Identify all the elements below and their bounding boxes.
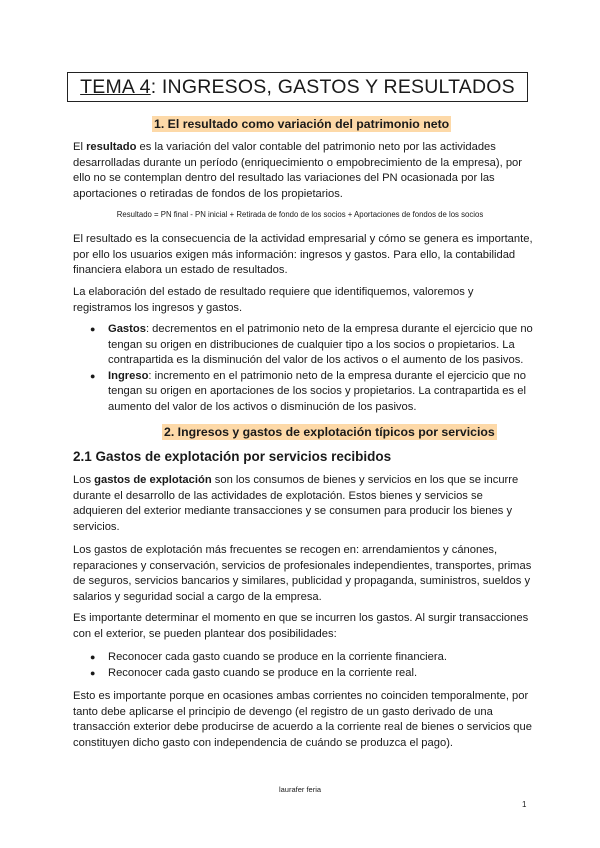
section1-paragraph-1: El resultado es la variación del valor contable del patrimonio neto por las actividades desarrolladas durante un período (enriquecimiento o empobrecimiento de la empresa), por ello no se contemplan dentro del resultado las variaciones del PN ocasionada por las aportaciones o retiradas de fondos de los propietarios. bbox=[73, 141, 522, 200]
definition-list bbox=[90, 322, 535, 416]
document-title bbox=[67, 72, 528, 102]
list-item-ingreso: ● Ingreso: incremento en el patrimonio neto de la empresa durante el ejercicio que no tengan su origen en aportaciones de los socios y propietarios. La contrapartida es el aumento del valor de los activos o disminución de los pasivos. bbox=[90, 369, 526, 413]
title-rest: : INGRESOS, GASTOS Y RESULTADOS bbox=[150, 76, 515, 98]
option-list bbox=[90, 650, 535, 681]
section2-paragraph-3: Es importante determinar el momento en que se incurren los gastos. Al surgir transacciones con el exterior, se pueden plantear dos posibilidades: bbox=[73, 612, 529, 640]
section2-paragraph-4: Esto es importante porque en ocasiones ambas corrientes no coinciden temporalmente, por tanto debe aplicarse el principio de devengo (el registro de un gasto derivado de una transacción exterior debe producirse de acuerdo a la corriente real de bienes o servicios que constituyen dicho gasto con independencia de cuándo se produzca el pago). bbox=[73, 690, 532, 749]
section2-paragraph-1: Los gastos de explotación son los consumos de bienes y servicios en los que se incurre durante el desarrollo de las actividades de explotación. Estos bienes y servicios se adquieren del exterior mediante transacciones y se consumen para producir los bienes y servicios. bbox=[73, 474, 519, 533]
bullet-icon: ● bbox=[90, 667, 96, 678]
list-item-gastos: ● Gastos: decrementos en el patrimonio neto de la empresa durante el ejercicio que no tengan su origen en distribuciones de cualquier tipo a los socios o propietarios. La contrapartida es la disminución del valor de los activos o el aumento de los pasivos. bbox=[90, 323, 533, 367]
list-item-financial: ● Reconocer cada gasto cuando se produce en la corriente financiera. bbox=[90, 650, 535, 666]
bullet-icon: ● bbox=[90, 324, 96, 334]
result-formula: Resultado = PN final - PN inicial + Retirada de fondo de los socios + Aportaciones de fondos de los socios bbox=[116, 210, 484, 219]
section2-subheading: 2.1 Gastos de explotación por servicios recibidos bbox=[73, 449, 392, 464]
author-footer: laurafer feria bbox=[278, 785, 322, 794]
page-number: 1 bbox=[522, 800, 527, 809]
section2-paragraph-2: Los gastos de explotación más frecuentes se recogen en: arrendamientos y cánones, reparaciones y conservación, servicios de profesionales independientes, transportes, primas de seguros, servicios bancarios y similares, publicidad y propaganda, suministros, sueldos y salarios y seguridad social a cargo de la empresa. bbox=[73, 544, 532, 603]
section1-paragraph-2: El resultado es la consecuencia de la actividad empresarial y cómo se genera es importante, por ello los usuarios exigen más información: ingresos y gastos. Para ello, la contabilidad financiera elabora un estado de resultados. bbox=[73, 233, 533, 277]
section2-heading: 2. Ingresos y gastos de explotación típicos por servicios bbox=[164, 425, 495, 439]
bullet-icon: ● bbox=[90, 652, 96, 662]
section1-heading: 1. El resultado como variación del patrimonio neto bbox=[154, 117, 450, 131]
list-item-real: ● Reconocer cada gasto cuando se produce en la corriente real. bbox=[90, 666, 535, 682]
section1-paragraph-3: La elaboración del estado de resultado requiere que identifiquemos, valoremos y registramos los ingresos y gastos. bbox=[73, 286, 474, 314]
bullet-icon: ● bbox=[90, 370, 96, 381]
title-prefix: TEMA 4 bbox=[80, 76, 151, 98]
